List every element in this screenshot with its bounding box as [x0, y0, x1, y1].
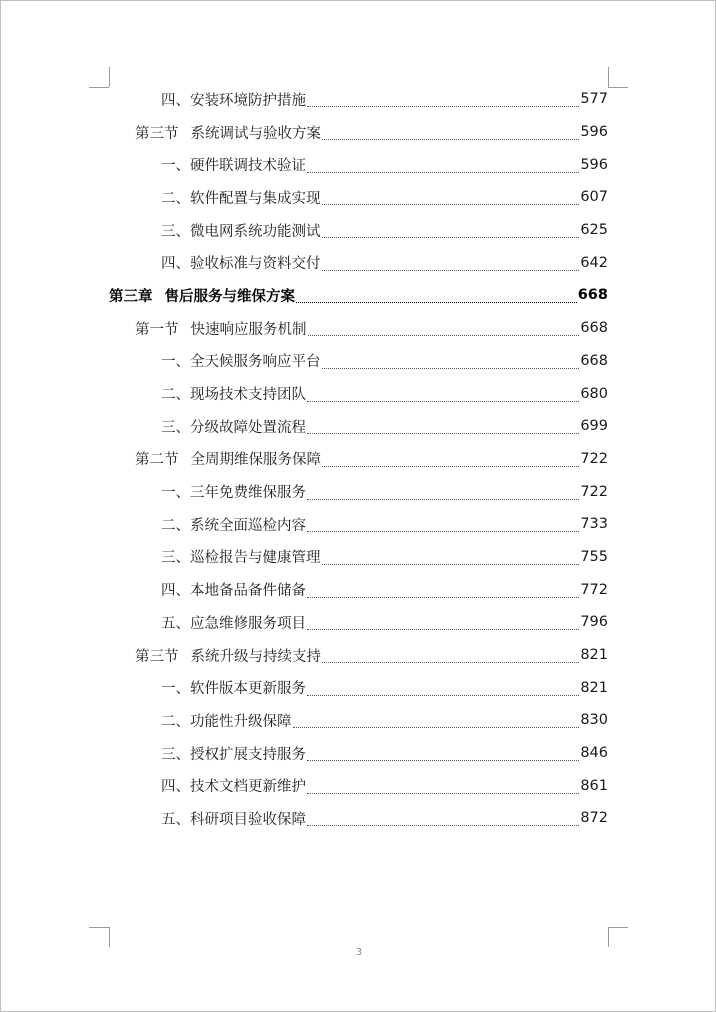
toc-entry[interactable] [109, 443, 608, 476]
toc-entry[interactable] [109, 671, 608, 704]
toc-entry-number: 第三章 [109, 288, 153, 305]
toc-entry[interactable] [109, 148, 608, 181]
toc-entry-page: 668 [577, 287, 608, 304]
toc-dot-leader [293, 726, 580, 728]
toc-entry[interactable] [109, 410, 608, 443]
toc-entry-page: 755 [580, 548, 608, 565]
toc-entry-page: 680 [580, 385, 608, 402]
toc-entry-number: 第三节 [135, 648, 179, 665]
toc-entry-title: 四、本地备品备件储备 [161, 583, 306, 600]
toc-dot-leader [322, 269, 580, 271]
toc-entry-page: 872 [580, 810, 608, 827]
table-of-contents [109, 83, 608, 835]
toc-dot-leader [307, 824, 579, 826]
toc-entry-page: 722 [580, 483, 608, 500]
toc-dot-leader [307, 105, 579, 107]
toc-entry-page: 668 [580, 352, 608, 369]
toc-dot-leader [308, 334, 580, 336]
toc-entry-number: 第一节 [135, 321, 179, 338]
toc-entry-title: 系统升级与持续支持 [190, 648, 321, 665]
toc-entry[interactable] [109, 312, 608, 345]
toc-entry-page: 821 [580, 679, 608, 696]
toc-entry-page: 861 [580, 777, 608, 794]
toc-entry-page: 772 [580, 581, 608, 598]
toc-dot-leader [307, 759, 579, 761]
toc-dot-leader [307, 694, 579, 696]
toc-entry[interactable] [109, 475, 608, 508]
toc-entry-title: 系统调试与验收方案 [190, 125, 321, 142]
toc-entry-title: 三、微电网系统功能测试 [161, 223, 321, 240]
toc-entry-page: 699 [580, 418, 608, 435]
toc-entry-page: 722 [580, 450, 608, 467]
toc-dot-leader [307, 596, 579, 598]
toc-dot-leader [307, 792, 579, 794]
toc-dot-leader [296, 301, 577, 303]
toc-entry-title: 四、安装环境防护措施 [161, 92, 306, 109]
toc-dot-leader [322, 563, 580, 565]
toc-entry-page: 596 [580, 156, 608, 173]
toc-entry[interactable] [109, 181, 608, 214]
toc-dot-leader [322, 236, 580, 238]
toc-dot-leader [322, 138, 579, 140]
toc-entry[interactable] [109, 802, 608, 835]
toc-entry-page: 607 [580, 189, 608, 206]
toc-entry[interactable] [109, 541, 608, 574]
toc-dot-leader [307, 498, 579, 500]
toc-entry-page: 733 [580, 516, 608, 533]
toc-entry-title: 二、现场技术支持团队 [161, 387, 306, 404]
toc-entry-title: 三、巡检报告与健康管理 [161, 550, 321, 567]
toc-entry-title: 一、硬件联调技术验证 [161, 158, 306, 175]
toc-dot-leader [322, 367, 580, 369]
toc-entry[interactable] [109, 508, 608, 541]
toc-entry-page: 830 [580, 712, 608, 729]
toc-entry-number: 第三节 [135, 125, 179, 142]
toc-entry-number: 第二节 [135, 452, 179, 469]
toc-entry-title: 二、系统全面巡检内容 [161, 517, 306, 534]
toc-entry[interactable] [109, 704, 608, 737]
toc-dot-leader [307, 530, 579, 532]
toc-dot-leader [322, 465, 579, 467]
toc-entry-title: 售后服务与维保方案 [164, 288, 295, 305]
toc-entry[interactable] [109, 279, 608, 312]
toc-dot-leader [322, 203, 580, 205]
toc-entry-title: 二、功能性升级保障 [161, 713, 292, 730]
toc-dot-leader [322, 661, 579, 663]
toc-entry-title: 五、应急维修服务项目 [161, 615, 306, 632]
toc-entry[interactable] [109, 377, 608, 410]
toc-dot-leader [307, 628, 579, 630]
toc-entry[interactable] [109, 573, 608, 606]
toc-entry-page: 846 [580, 745, 608, 762]
toc-entry-title: 快速响应服务机制 [190, 321, 307, 338]
toc-entry[interactable] [109, 83, 608, 116]
toc-entry-page: 668 [580, 320, 608, 337]
toc-entry[interactable] [109, 606, 608, 639]
toc-entry[interactable] [109, 214, 608, 247]
toc-entry-title: 四、验收标准与资料交付 [161, 256, 321, 273]
toc-entry[interactable] [109, 639, 608, 672]
toc-entry[interactable] [109, 737, 608, 770]
toc-entry-title: 一、三年免费维保服务 [161, 485, 306, 502]
toc-entry[interactable] [109, 345, 608, 378]
toc-entry[interactable] [109, 769, 608, 802]
toc-entry-page: 625 [580, 222, 608, 239]
toc-entry-title: 三、授权扩展支持服务 [161, 746, 306, 763]
toc-entry-page: 796 [580, 614, 608, 631]
toc-entry-title: 五、科研项目验收保障 [161, 811, 306, 828]
toc-entry-title: 一、全天候服务响应平台 [161, 354, 321, 371]
toc-entry-page: 596 [580, 124, 608, 141]
toc-entry-page: 642 [580, 254, 608, 271]
toc-entry-title: 二、软件配置与集成实现 [161, 190, 321, 207]
toc-dot-leader [307, 432, 579, 434]
toc-entry-title: 四、技术文档更新维护 [161, 779, 306, 796]
toc-entry-title: 一、软件版本更新服务 [161, 681, 306, 698]
toc-dot-leader [307, 400, 579, 402]
page-number: 3 [355, 947, 363, 958]
toc-entry[interactable] [109, 116, 608, 149]
toc-entry[interactable] [109, 246, 608, 279]
toc-entry-title: 全周期维保服务保障 [190, 452, 321, 469]
toc-dot-leader [307, 171, 579, 173]
toc-entry-page: 821 [580, 647, 608, 664]
toc-entry-page: 577 [580, 91, 608, 108]
toc-entry-title: 三、分级故障处置流程 [161, 419, 306, 436]
